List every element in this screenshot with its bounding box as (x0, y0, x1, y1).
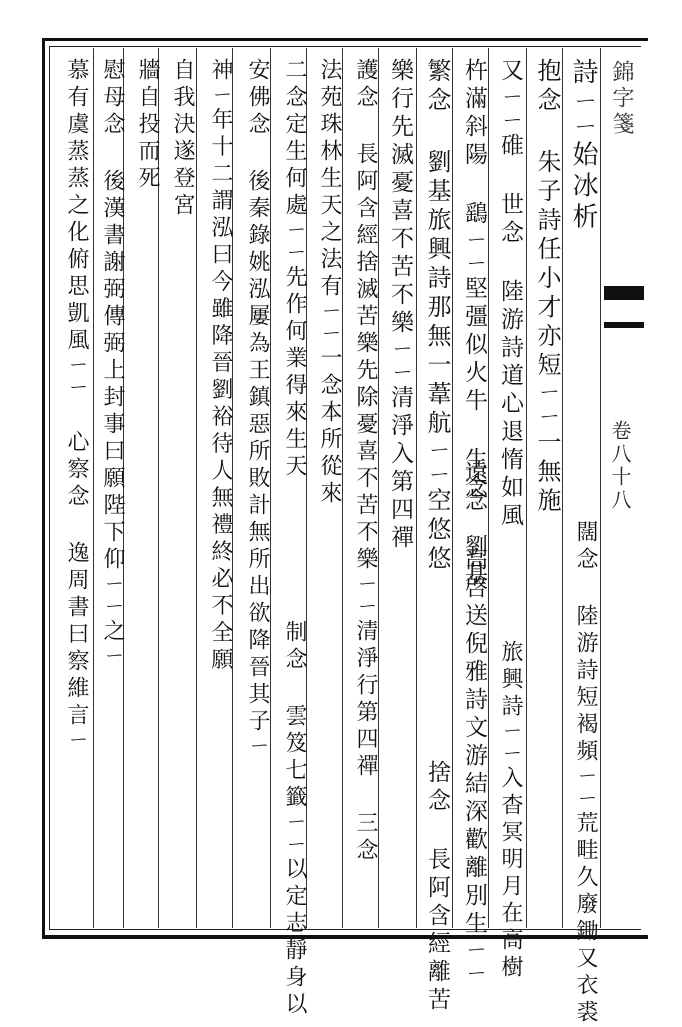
text-column: 抱念 朱子詩任小才亦短ㄧㄧ一無施 (533, 58, 561, 517)
text-column: 詩ㄧㄧ始冰析 (568, 58, 598, 234)
text-column: 慕有虞蒸蒸之化俯思凱風ㄧㄧ 心察念 逸周書曰察維言ㄧ (64, 58, 89, 753)
text-column: 捨念 長阿含經離苦 (424, 760, 450, 1015)
text-column: 法苑珠林生天之法有ㄧㄧ一念本所從來 (317, 58, 342, 509)
fish-tail-mark (604, 286, 644, 300)
text-column: 制念 雲笈七籤ㄧㄧ以定志靜身以 (282, 620, 307, 1020)
text-column: 繁念 劉基旅興詩那無一葦航ㄧㄧ空悠悠 (423, 58, 451, 575)
text-column: 闊念 陸游詩短褐頻ㄧㄧ荒畦久廢鋤又衣裘 (573, 520, 598, 1027)
text-column: 神ㄧ年十二謂泓曰今雖降晉劉裕待人無禮終必不全願 (208, 58, 233, 675)
text-column: 自我決遂登宮 (170, 58, 195, 220)
text-column: 安佛念 後秦錄姚泓屢為王鎮惡所敗計無所出欲降晉其子ㄧ (245, 58, 270, 759)
text-column: 遠念 高啓送倪雅詩文游結深歡離別生ㄧㄧ (461, 460, 487, 986)
text-column: 旅興詩ㄧㄧ入杳冥明月在高樹 (498, 640, 523, 983)
text-column: 樂行先滅憂喜不苦不樂ㄧㄧ清淨入第四禪 (387, 58, 413, 553)
text-column: 杵滿斜陽 鷂ㄧㄧ堅彊似火牛 生念 劉基 (461, 58, 487, 590)
margin-header: 錦字箋 (609, 60, 634, 138)
text-column: 又ㄧㄧ碓 世念 陸游詩道心退惰如風 (497, 58, 523, 531)
text-column: 牆自投而死 (135, 58, 160, 193)
fish-tail-mark (604, 322, 644, 328)
margin-fold-label: 卷八十八 (608, 420, 632, 512)
text-column: 慰母念 後漢書謝弼傳弼上封事曰願陛下仰ㄧㄧ之ㄧ (100, 58, 125, 669)
text-column: 二念定生何處ㄧㄧ先作何業得來生天 (282, 58, 307, 482)
text-column: 護念 長阿含經捨滅苦樂先除憂喜不苦不樂ㄧㄧ清淨行第四禪 三念 (353, 58, 378, 866)
bottom-rule (42, 936, 648, 939)
